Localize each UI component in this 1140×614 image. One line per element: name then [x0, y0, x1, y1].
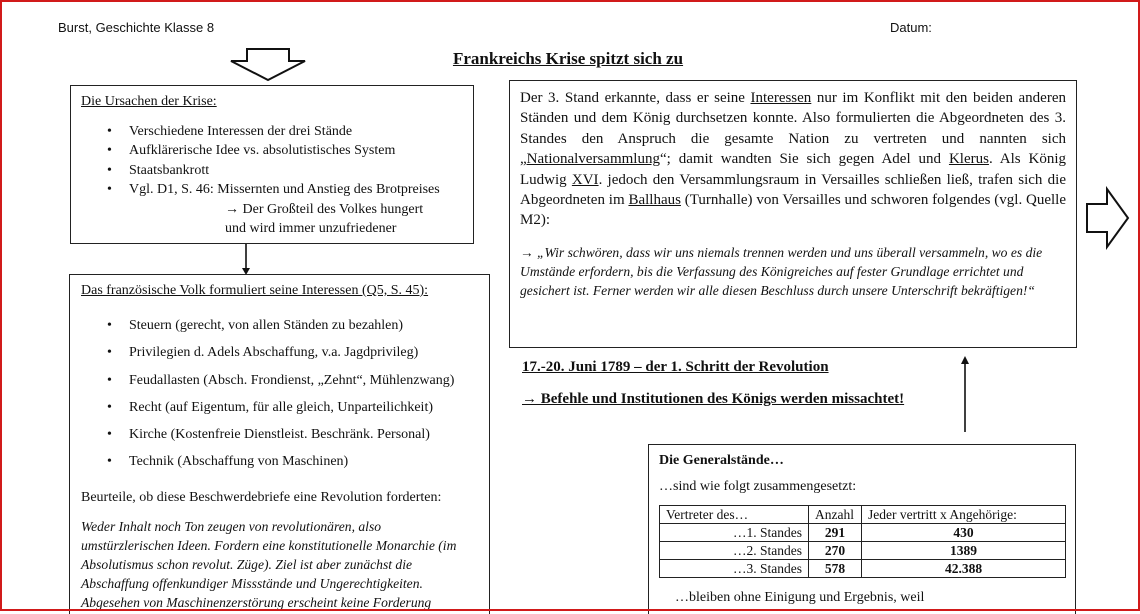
- estates-general-box: [648, 444, 1076, 614]
- term-xvi: XVI: [571, 171, 599, 188]
- down-arrow-icon: [228, 48, 308, 82]
- down-arrow-icon: [240, 244, 252, 276]
- term-nationalversammlung: „Nationalversammlung: [520, 151, 660, 168]
- assessment-answer: Weder Inhalt noch Ton zeugen von revolutionären, also umstürzlerischen Ideen. Fordern eine konstitutionelle Monarchie (im Absolutismus schon revolut. Züge). Ziel ist aber zunächst die Abschaffung offenkundiger Missstände und Ungerechtigkeiten. Abgesehen von Maschinenzerstörung erscheint keine Forderung: [81, 518, 457, 610]
- estates-general-intro: …sind wie folgt zusammengesetzt:: [659, 479, 857, 494]
- interests-heading: Das französische Volk formuliert seine Interessen (Q5, S. 45):: [81, 283, 429, 298]
- list-item: • Steuern (gerecht, von allen Ständen zu bezahlen): [103, 312, 478, 339]
- row-count: 578: [809, 560, 862, 578]
- causes-box: [70, 85, 474, 244]
- estates-table: [659, 505, 1066, 578]
- interests-list: [103, 312, 478, 476]
- list-item: • Kirche (Kostenfreie Dienstleist. Beschränk. Personal): [103, 421, 478, 448]
- row-label: …2. Standes: [660, 542, 809, 560]
- date-label: Datum:: [890, 20, 932, 35]
- assessment-question: Beurteile, ob diese Beschwerdebriefe eine Revolution forderten:: [81, 489, 442, 505]
- item-text: Missernten und Anstieg des Brotpreises: [217, 182, 440, 197]
- term-ballhaus: Ballhaus: [628, 192, 681, 209]
- item-text: → Der Großteil des Volkes hungert: [225, 201, 424, 217]
- list-item: [103, 180, 463, 239]
- right-arrow-icon: [1085, 186, 1131, 250]
- term-interessen: Interessen: [750, 90, 812, 106]
- list-item: • Feudallasten (Absch. Frondienst, „Zehnt“, Mühlenzwang): [103, 367, 478, 394]
- causes-list: [103, 122, 463, 239]
- row-represents: 430: [862, 524, 1066, 542]
- page-title: Frankreichs Krise spitzt sich zu: [452, 49, 684, 68]
- list-item: • Staatsbankrott: [103, 161, 463, 181]
- item-text: und wird immer unzufriedener: [225, 221, 397, 236]
- list-item: • Aufklärerische Idee vs. absolutistisches System: [103, 141, 463, 161]
- list-item: • Privilegien d. Adels Abschaffung, v.a. Jagdprivileg): [103, 339, 478, 366]
- third-estate-text: Der 3. Stand erkannte, dass er seine Interessen nur im Konflikt mit den beiden anderen Ständen und dem König durchsetzen konnte. Also formulierten die Abgeordneten des 3. Standes den Anspruch die gesamte Nation zu vertreten und nannten sich „Nationalversammlung“; damit wandten Sie sich gegen Adel und Klerus. Als König Ludwig XVI. jedoch den Versammlungsraum in Versailles schließen ließ, trafen sich die Abgeordneten im Ballhaus (Turnhalle) von Versailles und schworen folgendes (vgl. Quelle M2):: [520, 90, 1066, 229]
- revolution-date-heading: 17.-20. Juni 1789 – der 1. Schritt der Revolution: [522, 359, 829, 375]
- estates-general-footer: …bleiben ohne Einigung und Ergebnis, weil: [675, 590, 925, 605]
- row-label: …3. Standes: [660, 560, 809, 578]
- row-count: 291: [809, 524, 862, 542]
- row-label: …1. Standes: [660, 524, 809, 542]
- author-line: Burst, Geschichte Klasse 8: [58, 20, 215, 35]
- column-header: Jeder vertritt x Angehörige:: [862, 506, 1066, 524]
- list-item: • Verschiedene Interessen der drei Stände: [103, 122, 463, 142]
- column-header: Vertreter des…: [660, 506, 809, 524]
- revolution-consequence: → Befehle und Institutionen des Königs werden missachtet!: [522, 391, 905, 407]
- interests-box: [69, 274, 490, 614]
- table-row: [660, 524, 1066, 542]
- oath-quote: → „Wir schwören, dass wir uns niemals trennen werden und uns überall versammeln, wo es die Umstände erfordern, bis die Verfassung des Königreiches auf fester Grundlage errichtet und gesichert ist. Ferner werden wir alle diesen Beschluss durch unsere Unterschrift bekräftigen!“: [520, 244, 1043, 298]
- table-row: [660, 542, 1066, 560]
- up-arrow-icon: [958, 355, 972, 433]
- list-item: • Technik (Abschaffung von Maschinen): [103, 448, 478, 475]
- row-represents: 1389: [862, 542, 1066, 560]
- item-lead: Vgl. D1, S. 46:: [129, 182, 214, 197]
- term-klerus: Klerus: [948, 151, 989, 168]
- third-estate-box: [509, 80, 1077, 348]
- column-header: Anzahl: [809, 506, 862, 524]
- row-represents: 42.388: [862, 560, 1066, 578]
- list-item: • Recht (auf Eigentum, für alle gleich, Unparteilichkeit): [103, 394, 478, 421]
- row-count: 270: [809, 542, 862, 560]
- table-row: [660, 560, 1066, 578]
- table-header-row: [660, 506, 1066, 524]
- causes-heading: Die Ursachen der Krise:: [81, 94, 217, 109]
- estates-general-heading: Die Generalstände…: [659, 453, 784, 468]
